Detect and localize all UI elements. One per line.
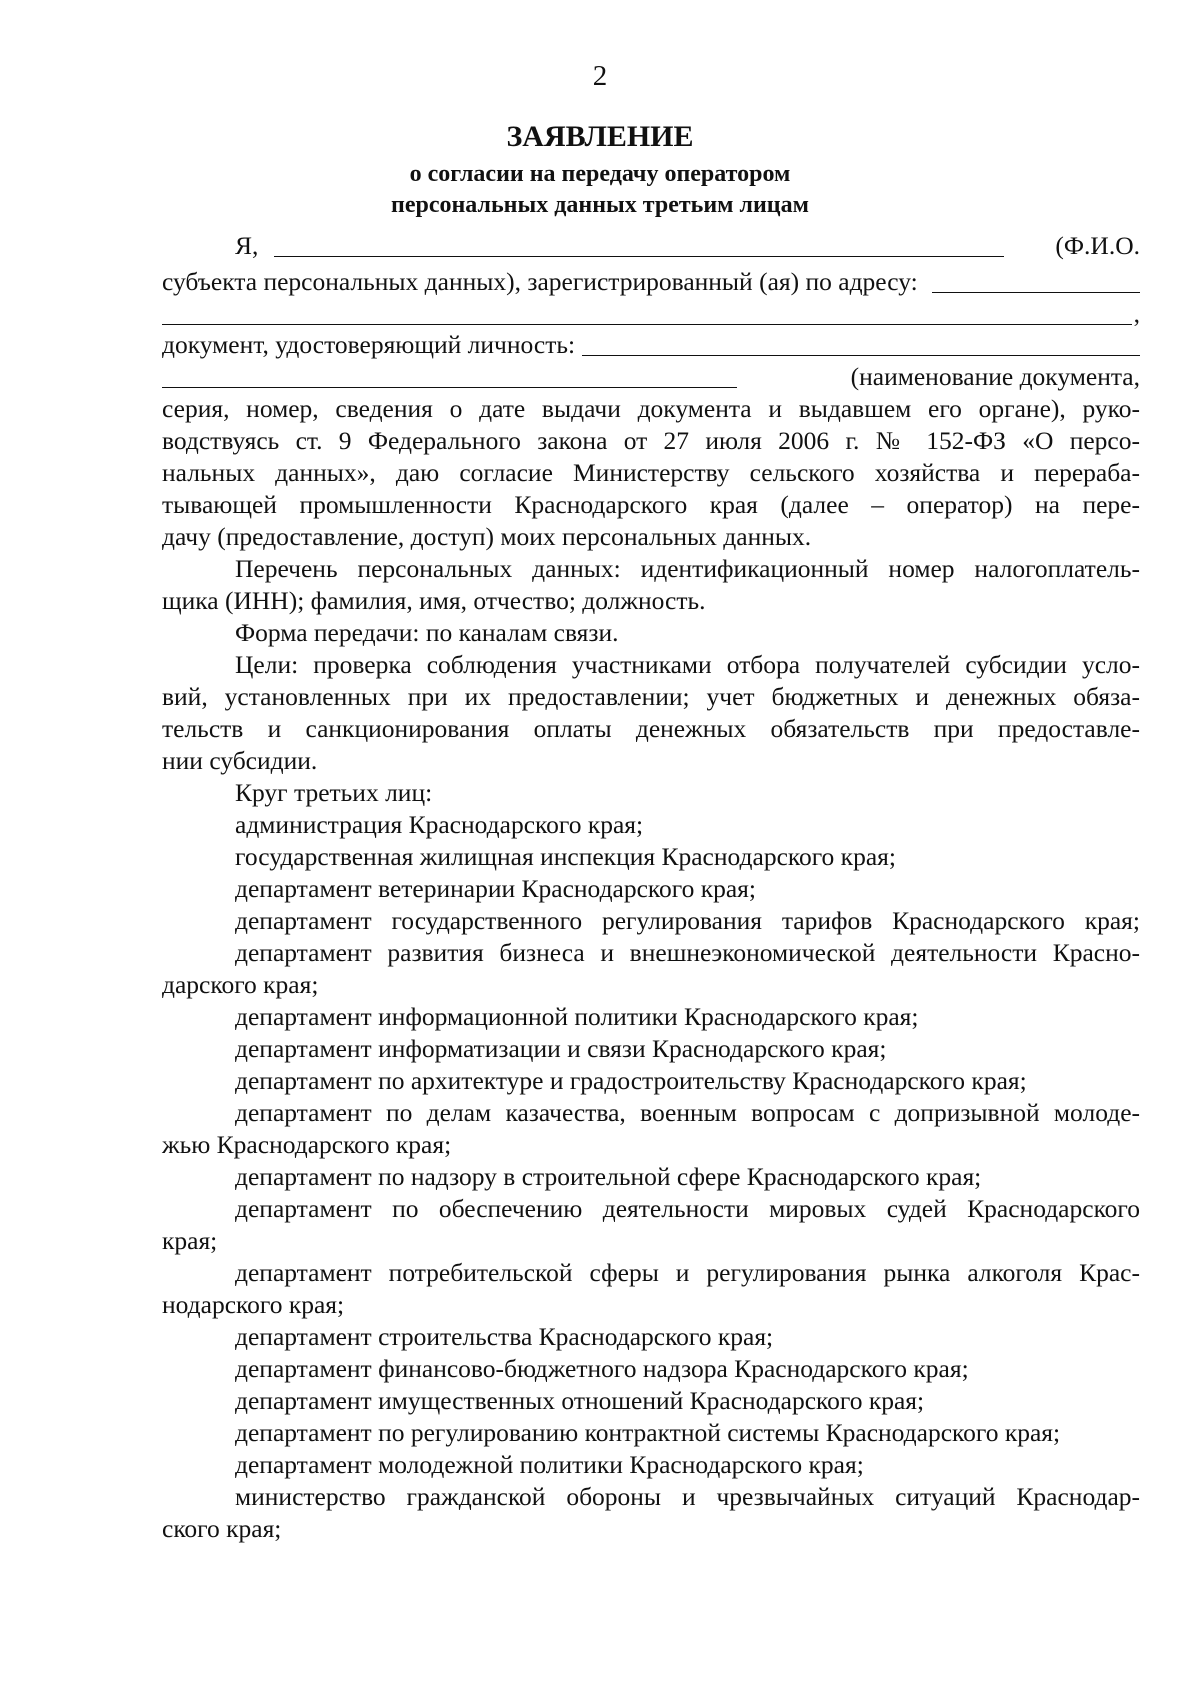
body-line: департамент развития бизнеса и внешнеэкономической деятельности Красно-: [235, 938, 1140, 967]
body-line: администрация Краснодарского края;: [235, 810, 644, 839]
body-line: департамент по регулированию контрактной системы Краснодарского края;: [235, 1418, 1061, 1447]
body-line: департамент государственного регулирования тарифов Краснодарского края;: [235, 906, 1140, 935]
document-subtitle-line-1: о согласии на передачу оператором: [409, 161, 791, 187]
body-line: дачу (предоставление, доступ) моих персональных данных.: [162, 522, 812, 551]
body-line: края;: [162, 1226, 218, 1255]
body-line: государственная жилищная инспекция Краснодарского края;: [235, 842, 896, 871]
body-line: департамент молодежной политики Краснодарского края;: [235, 1450, 864, 1479]
body-line: департамент финансово-бюджетного надзора Краснодарского края;: [235, 1354, 969, 1383]
body-line: Цели: проверка соблюдения участниками отбора получателей субсидии усло-: [235, 650, 1140, 679]
body-line: министерство гражданской обороны и чрезвычайных ситуаций Краснодар-: [235, 1482, 1140, 1511]
document-subtitle-line-2: персональных данных третьим лицам: [391, 192, 809, 218]
body-line: нии субсидии.: [162, 746, 318, 775]
page-number: 2: [592, 60, 608, 92]
body-line: нальных данных», даю согласие Министерству сельского хозяйства и перераба-: [162, 458, 1140, 487]
document-details-blank[interactable]: [162, 363, 737, 388]
document-title: ЗАЯВЛЕНИЕ: [506, 120, 694, 153]
body-line: департамент по надзору в строительной сфере Краснодарского края;: [235, 1162, 982, 1191]
body-line: Форма передачи: по каналам связи.: [235, 618, 619, 647]
body-line: департамент ветеринарии Краснодарского края;: [235, 874, 756, 903]
body-line: Круг третьих лиц:: [235, 778, 433, 807]
form-fio-label: (Ф.И.О.: [1055, 231, 1140, 260]
body-line: дарского края;: [162, 970, 319, 999]
form-line-identity-document: [162, 329, 1140, 361]
body-line: департамент информатизации и связи Краснодарского края;: [235, 1034, 887, 1063]
body-line: департамент потребительской сферы и регулирования рынка алкоголя Крас-: [235, 1258, 1140, 1287]
form-document-name-label: (наименование документа,: [850, 362, 1140, 391]
body-line: департамент по архитектуре и градостроительству Краснодарского края;: [235, 1066, 1027, 1095]
body-line: щика (ИНН); фамилия, имя, отчество; должность.: [162, 586, 706, 615]
body-line: тельств и санкционирования оплаты денежных обязательств при предоставле-: [162, 714, 1140, 743]
body-line: департамент имущественных отношений Краснодарского края;: [235, 1386, 925, 1415]
body-line: департамент строительства Краснодарского края;: [235, 1322, 774, 1351]
body-line: водствуясь ст. 9 Федерального закона от 27 июля 2006 г. № 152-ФЗ «О персо-: [162, 426, 1140, 455]
body-line: нодарского края;: [162, 1290, 345, 1319]
body-line: департамент информационной политики Краснодарского края;: [235, 1002, 919, 1031]
body-line: тывающей промышленности Краснодарского края (далее – оператор) на пере-: [162, 490, 1140, 519]
address-continued-blank[interactable]: [162, 300, 1132, 325]
form-prefix-ya: Я,: [235, 231, 259, 260]
form-address-label: субъекта персональных данных), зарегистрированный (ая) по адресу:: [162, 267, 918, 296]
form-identity-label: документ, удостоверяющий личность:: [162, 330, 576, 359]
address-blank[interactable]: [932, 268, 1140, 293]
body-line: вий, установленных при их предоставлении; учет бюджетных и денежных обяза-: [162, 682, 1140, 711]
body-line: департамент по делам казачества, военным вопросам с допризывной молоде-: [235, 1098, 1140, 1127]
full-name-blank[interactable]: [274, 232, 1004, 257]
body-line: серия, номер, сведения о дате выдачи документа и выдавшем его органе), руко-: [162, 394, 1140, 423]
identity-document-blank[interactable]: [582, 331, 1140, 356]
body-line: департамент по обеспечению деятельности мировых судей Краснодарского: [235, 1194, 1140, 1223]
form-comma: ,: [1133, 299, 1140, 328]
form-line-address: [162, 266, 1140, 298]
body-line: Перечень персональных данных: идентификационный номер налогоплатель-: [235, 554, 1140, 583]
body-line: ского края;: [162, 1514, 282, 1543]
body-line: жью Краснодарского края;: [162, 1130, 452, 1159]
